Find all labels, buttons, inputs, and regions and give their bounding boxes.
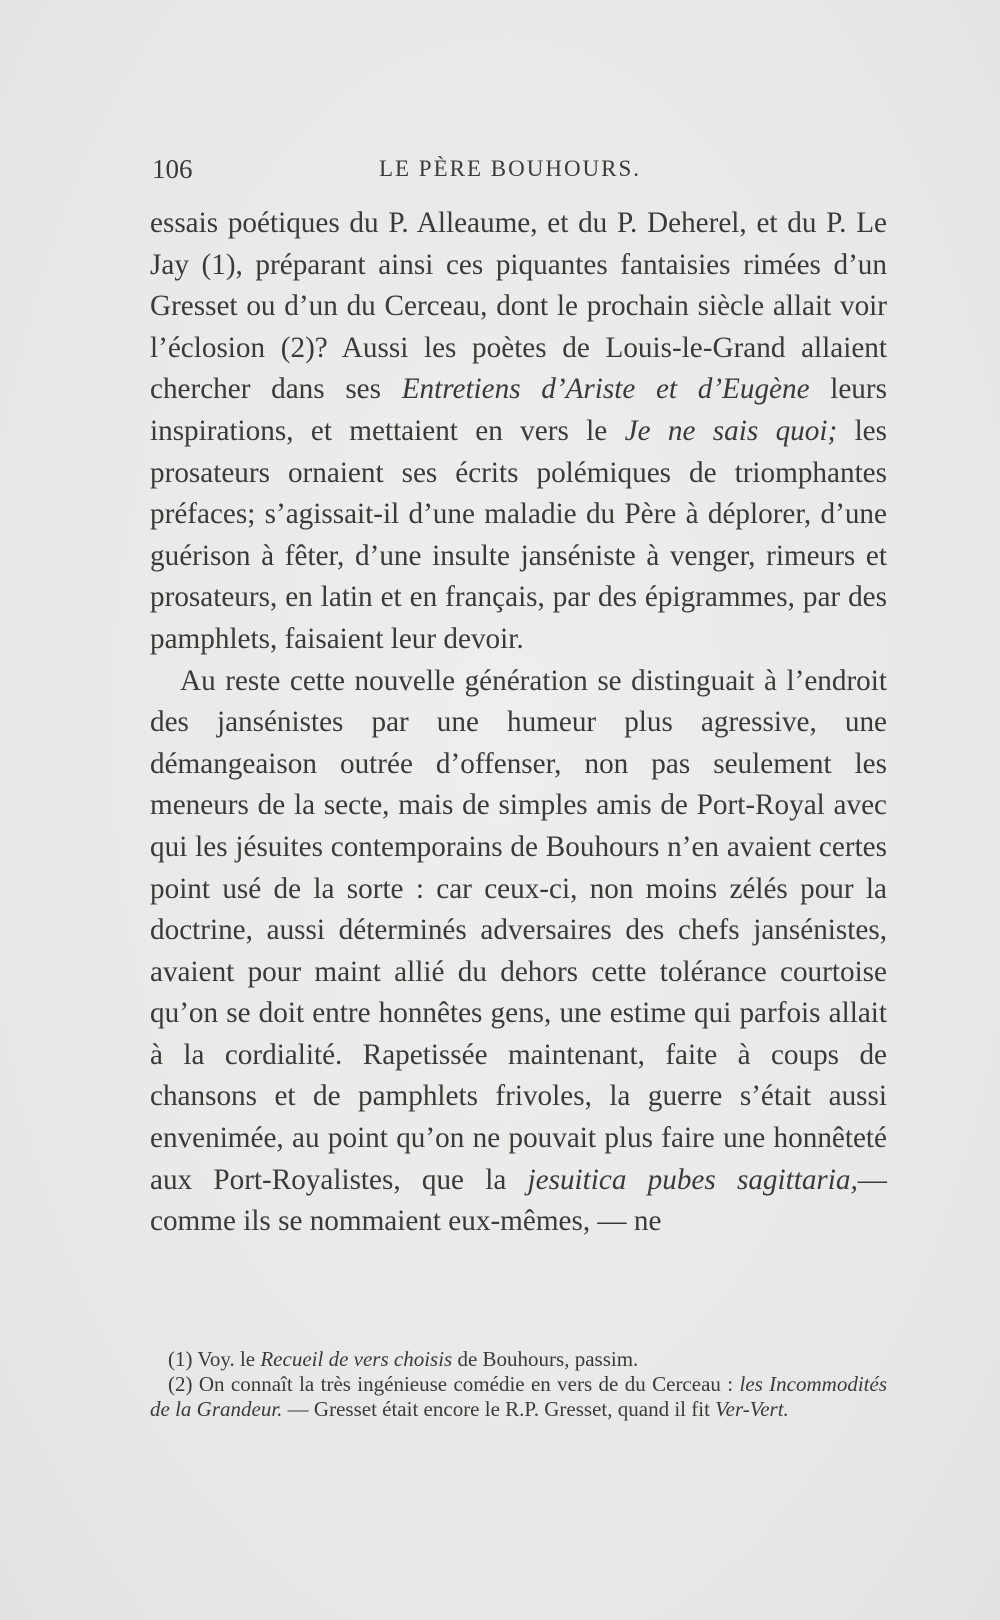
footnote-2-text-a: (2) On connaît la très ingénieuse comédie en vers de du Cerceau : xyxy=(168,1372,740,1396)
footnote-2-title: les Incommodités de la Grandeur. xyxy=(150,1372,887,1421)
footnote-2-title-ver-vert: Ver-Vert. xyxy=(715,1397,789,1421)
footnote-1-text-c: de Bouhours, passim. xyxy=(452,1347,639,1371)
footnote-1 xyxy=(150,1347,887,1372)
paragraph-1-text-a: essais poétiques du P. Alleaume, et du P. Deherel, et du P. Le Jay (1), préparant ainsi ces piquantes fantaisies rimées d’un Gresset ou d’un du Cerceau, dont le prochain siècle allait voir l’éclosion (2)? Aussi les poètes de Louis-le-Grand allaient chercher dans ses xyxy=(150,207,887,406)
footnote-1-text-a: (1) Voy. le xyxy=(168,1347,261,1371)
paragraph-2-text-a: Au reste cette nouvelle génération se distinguait à l’endroit des jansénistes par une humeur plus agressive, une démangeaison outrée d’offenser, non pas seulement les meneurs de la secte, mais de simples amis de Port-Royal avec qui les jésuites contemporains de Bouhours n’en avaient certes point usé de la sorte : car ceux-ci, non moins zélés pour la doctrine, aussi déterminés adversaires des chefs jansénistes, avaient pour maint allié du dehors cette tolérance courtoise qu’on se doit entre honnêtes gens, une estime qui parfois allait à la cordialité. Rapetissée maintenant, faite à coups de chansons et de pamphlets frivoles, la guerre s’était aussi envenimée, au point qu’on ne pouvait plus faire une honnêteté aux Port-Royalistes, que la xyxy=(150,664,887,1196)
paragraph-1 xyxy=(150,203,887,661)
footnotes xyxy=(150,1347,887,1422)
paragraph-1-text-c: leurs inspirations, et mettaient en vers le xyxy=(150,373,887,447)
body-text xyxy=(150,203,887,1243)
page-header xyxy=(152,154,868,188)
footnote-1-title: Recueil de vers choisis xyxy=(260,1347,453,1371)
paragraph-2-text-c: — comme ils se nommaient eux-mêmes, — ne xyxy=(150,1163,887,1238)
paragraph-2-latin-phrase: jesuitica pubes sagittaria, xyxy=(527,1163,858,1196)
page-number: 106 xyxy=(152,154,193,184)
footnote-2-text-c: — Gresset était encore le R.P. Gresset, quand il fit xyxy=(282,1397,716,1421)
running-head: LE PÈRE BOUHOURS. xyxy=(378,156,642,181)
paragraph-1-title-entretiens: Entretiens d’Ariste et d’Eugène xyxy=(401,373,810,406)
paragraph-1-title-je-ne-sais-quoi: Je ne sais quoi; xyxy=(624,414,838,447)
footnote-2 xyxy=(150,1372,887,1422)
paragraph-2 xyxy=(150,661,887,1243)
paragraph-1-text-e: les prosateurs ornaient ses écrits polémiques de triomphantes préfaces; s’agissait-il d’une maladie du Père à déplorer, d’une guérison à fêter, d’une insulte janséniste à venger, rimeurs et prosateurs, en latin et en français, par des épigrammes, par des pamphlets, faisaient leur devoir. xyxy=(150,414,887,655)
